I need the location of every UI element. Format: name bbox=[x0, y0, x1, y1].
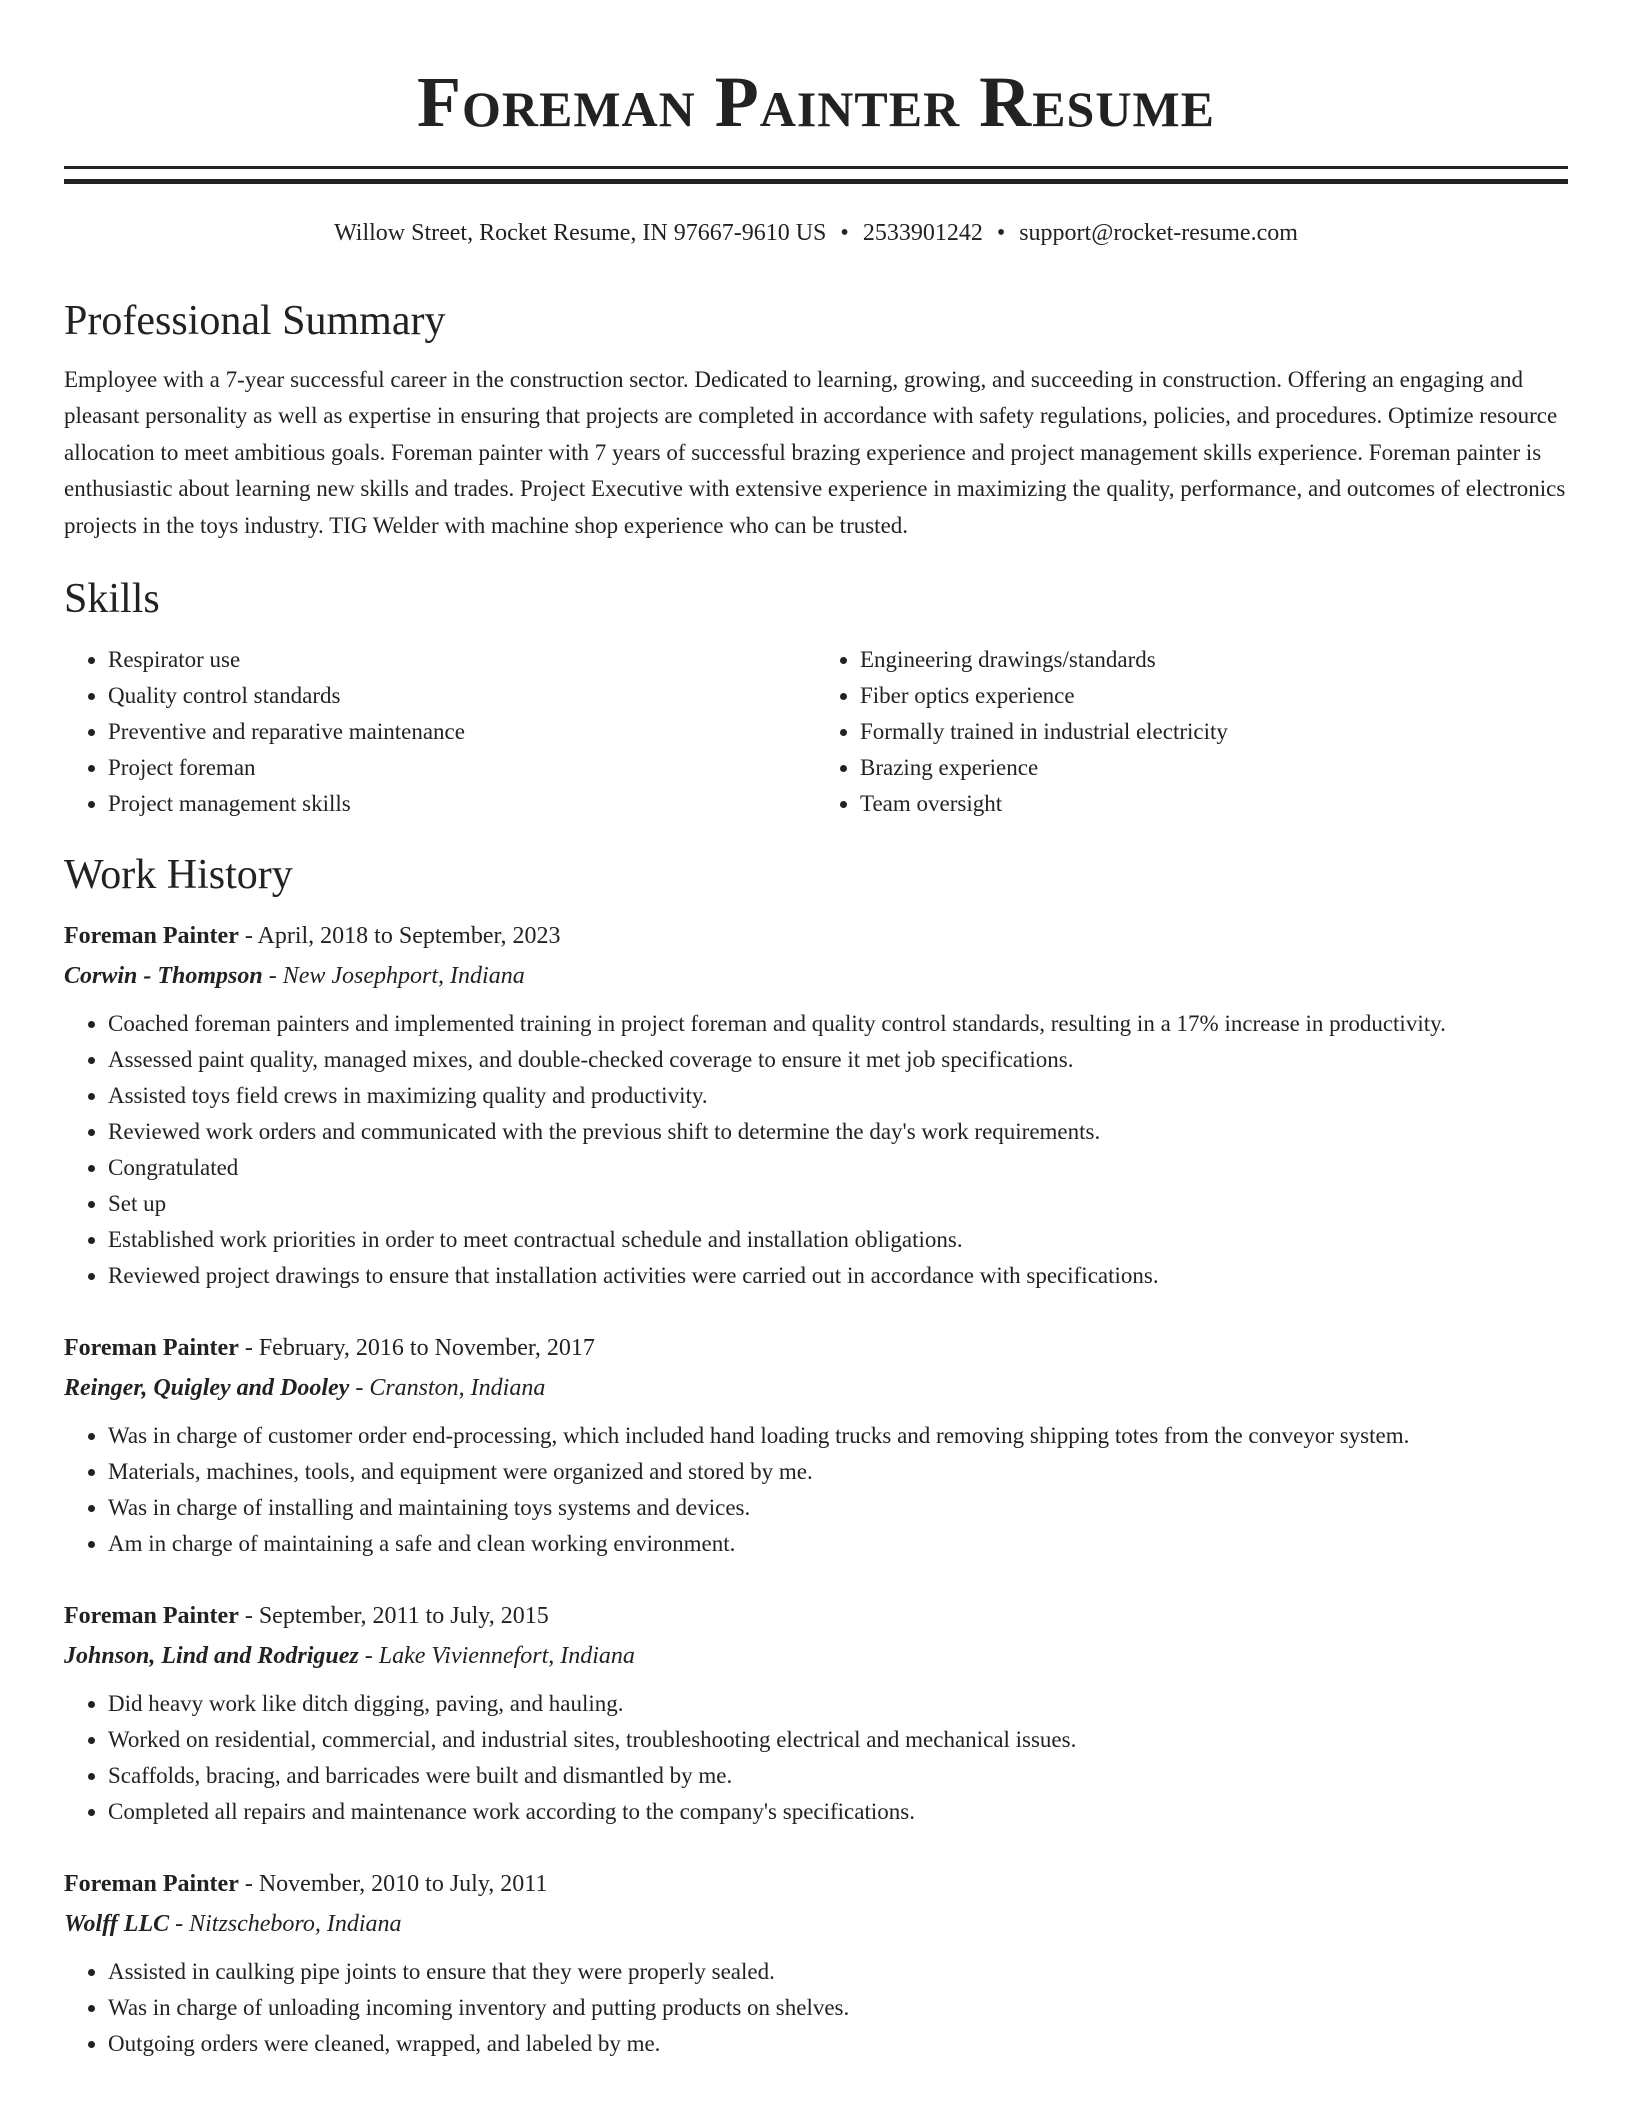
job-bullet: • Materials, machines, tools, and equipment were organized and stored by me. bbox=[108, 1454, 1568, 1490]
skills-list-right bbox=[816, 642, 1568, 822]
contact-address: Willow Street, Rocket Resume, IN 97667-9610 US bbox=[334, 220, 827, 246]
skill-item: • Project foreman bbox=[108, 750, 816, 786]
job-title: Foreman Painter bbox=[64, 1335, 239, 1362]
skills-list-left bbox=[64, 642, 816, 822]
job-title: Foreman Painter bbox=[64, 923, 239, 950]
skill-item: • Engineering drawings/standards bbox=[860, 642, 1568, 678]
skill-item: • Project management skills bbox=[108, 786, 816, 822]
contact-separator: • bbox=[996, 220, 1006, 246]
job-dates: - February, 2016 to November, 2017 bbox=[238, 1335, 595, 1362]
job-bullet: • Was in charge of installing and maintaining toys systems and devices. bbox=[108, 1490, 1568, 1526]
job-bullet: • Was in charge of unloading incoming inventory and putting products on shelves. bbox=[108, 1990, 1568, 2026]
skill-item: • Fiber optics experience bbox=[860, 678, 1568, 714]
job-bullet: • Established work priorities in order to meet contractual schedule and installation obligations. bbox=[108, 1222, 1568, 1258]
skill-item: • Preventive and reparative maintenance bbox=[108, 714, 816, 750]
summary-heading: Professional Summary bbox=[64, 298, 446, 344]
job-entry bbox=[64, 1864, 1568, 2062]
company-location: - Cranston, Indiana bbox=[349, 1375, 546, 1402]
job-bullet: • Outgoing orders were cleaned, wrapped, and labeled by me. bbox=[108, 2026, 1568, 2062]
company-name: Johnson, Lind and Rodriguez bbox=[64, 1643, 359, 1670]
job-dates: - September, 2011 to July, 2015 bbox=[238, 1603, 549, 1630]
job-bullet: • Reviewed work orders and communicated with the previous shift to determine the day's work requirements. bbox=[108, 1114, 1568, 1150]
job-title: Foreman Painter bbox=[64, 1603, 239, 1630]
company-line bbox=[64, 956, 1568, 996]
job-dates: - April, 2018 to September, 2023 bbox=[238, 923, 561, 950]
company-line bbox=[64, 1904, 1568, 1944]
job-bullet: • Congratulated bbox=[108, 1150, 1568, 1186]
job-title-line bbox=[64, 916, 1568, 956]
contact-line bbox=[64, 218, 1568, 248]
job-bullet: • Am in charge of maintaining a safe and clean working environment. bbox=[108, 1526, 1568, 1562]
skill-item: • Brazing experience bbox=[860, 750, 1568, 786]
job-bullets bbox=[64, 1006, 1568, 1294]
job-bullet: • Reviewed project drawings to ensure that installation activities were carried out in accordance with specifications. bbox=[108, 1258, 1568, 1294]
job-bullet: • Completed all repairs and maintenance work according to the company's specifications. bbox=[108, 1794, 1568, 1830]
resume-page bbox=[64, 0, 1568, 2062]
company-name: Corwin - Thompson bbox=[64, 963, 263, 990]
job-title: Foreman Painter bbox=[64, 1871, 239, 1898]
contact-phone: 2533901242 bbox=[862, 220, 983, 246]
job-bullet: • Was in charge of customer order end-processing, which included hand loading trucks and removing shipping totes from the conveyor system. bbox=[108, 1418, 1568, 1454]
title-double-rule bbox=[64, 166, 1568, 184]
job-entry bbox=[64, 916, 1568, 1294]
company-location: - Nitzscheboro, Indiana bbox=[169, 1911, 402, 1938]
summary-text: Employee with a 7-year successful career in the construction sector. Dedicated to learning, growing, and succeeding in construction. Offering an engaging and pleasant personality as well as expertise in ensuring that projects are completed in accordance with safety regulations, policies, and procedures. Optimize resource allocation to meet ambitious goals. Foreman painter with 7 years of successful brazing experience and project management skills experience. Foreman painter is enthusiastic about learning new skills and trades. Project Executive with extensive experience in maximizing the quality, performance, and outcomes of electronics projects in the toys industry. TIG Welder with machine shop experience who can be trusted. bbox=[64, 367, 1566, 538]
contact-separator: • bbox=[840, 220, 849, 246]
job-bullet: • Scaffolds, bracing, and barricades were built and dismantled by me. bbox=[108, 1758, 1568, 1794]
skills-heading: Skills bbox=[64, 576, 160, 623]
job-entry bbox=[64, 1328, 1568, 1562]
job-bullet: • Assisted toys field crews in maximizing quality and productivity. bbox=[108, 1078, 1568, 1114]
job-bullet: • Assisted in caulking pipe joints to ensure that they were properly sealed. bbox=[108, 1954, 1568, 1990]
job-bullets bbox=[64, 1418, 1568, 1562]
company-line bbox=[64, 1368, 1568, 1408]
skills-columns bbox=[64, 642, 1568, 822]
job-bullet: • Set up bbox=[108, 1186, 1568, 1222]
company-name: Wolff LLC bbox=[64, 1911, 170, 1938]
skill-item: • Team oversight bbox=[860, 786, 1568, 822]
job-bullets bbox=[64, 1954, 1568, 2062]
job-bullet: • Coached foreman painters and implemented training in project foreman and quality control standards, resulting in a 17% increase in productivity. bbox=[108, 1006, 1568, 1042]
skill-item: • Quality control standards bbox=[108, 678, 816, 714]
company-line bbox=[64, 1636, 1568, 1676]
job-bullet: • Did heavy work like ditch digging, paving, and hauling. bbox=[108, 1686, 1568, 1722]
job-title-line bbox=[64, 1328, 1568, 1368]
job-title-line bbox=[64, 1596, 1568, 1636]
company-location: - New Josephport, Indiana bbox=[262, 963, 525, 990]
job-bullets bbox=[64, 1686, 1568, 1830]
work-history-heading: Work History bbox=[64, 852, 293, 899]
job-title-line bbox=[64, 1864, 1568, 1904]
skill-item: • Formally trained in industrial electricity bbox=[860, 714, 1568, 750]
job-bullet: • Worked on residential, commercial, and industrial sites, troubleshooting electrical and mechanical issues. bbox=[108, 1722, 1568, 1758]
job-dates: - November, 2010 to July, 2011 bbox=[238, 1871, 548, 1898]
company-location: - Lake Viviennefort, Indiana bbox=[358, 1643, 635, 1670]
job-bullet: • Assessed paint quality, managed mixes, and double-checked coverage to ensure it met job specifications. bbox=[108, 1042, 1568, 1078]
company-name: Reinger, Quigley and Dooley bbox=[64, 1375, 350, 1402]
contact-email: support@rocket-resume.com bbox=[1019, 220, 1298, 246]
job-entry bbox=[64, 1596, 1568, 1830]
skill-item: • Respirator use bbox=[108, 642, 816, 678]
page-title: Foreman Painter Resume bbox=[416, 62, 1215, 142]
